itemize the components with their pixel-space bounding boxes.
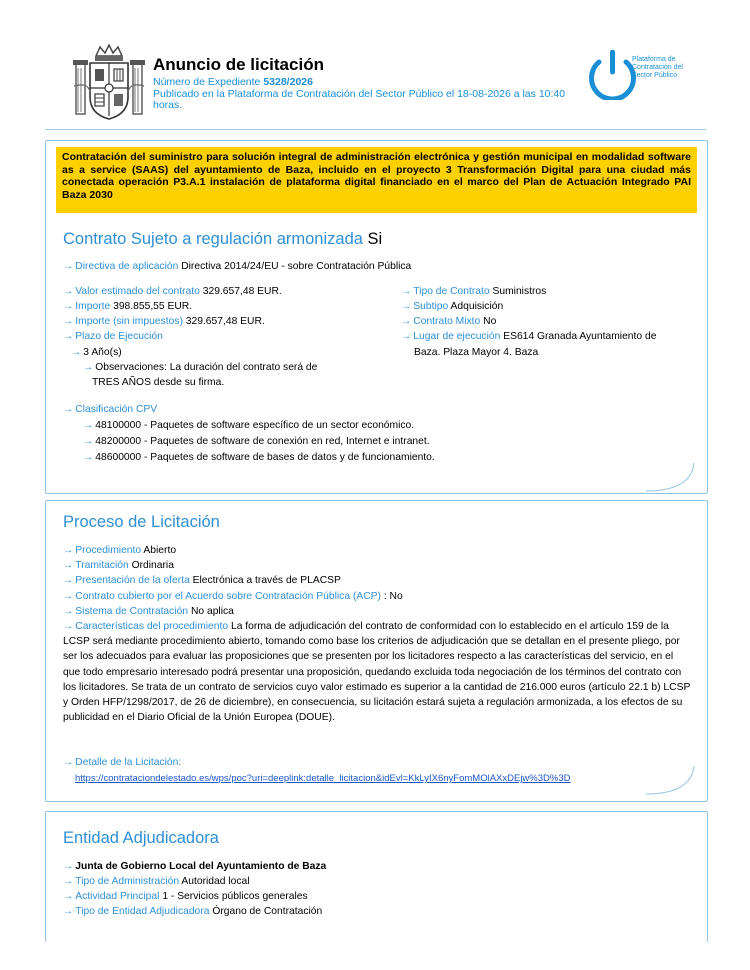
corner-curve-icon — [646, 463, 706, 493]
entidad-section-title: Entidad Adjudicadora — [63, 829, 219, 847]
corner-curve-icon — [646, 766, 706, 796]
expediente-label: Número de Expediente — [153, 76, 261, 88]
arrow-icon: → — [63, 575, 74, 586]
contract-description-banner: Contratación del suministro para solución integral de administración electrónica y gestión municipal en modalidad software as a service (SAAS) del ayuntamiento de Baza, incluido en el proyecto 3 Transformación Digital para una ciudad más conectada operación P3.A.1 instalación de plataforma digital financiado en el marco del Plan de Actuación Integrado PAI Baza 2030 — [56, 147, 697, 213]
observaciones-row: → Observaciones: La duración del contrato será de — [83, 362, 318, 373]
valor-estimado-row: → Valor estimado del contrato 329.657,48 EUR. — [63, 286, 282, 297]
arrow-icon: → — [401, 316, 412, 327]
contrato-section-title: Contrato Sujeto a regulación armonizada Si — [63, 230, 383, 248]
tipo-contrato-row: → Tipo de Contrato Suministros — [401, 286, 547, 297]
actividad-principal-row: → Actividad Principal 1 - Servicios públicos generales — [63, 891, 308, 902]
tramitacion-row: → Tramitación Ordinaria — [63, 560, 174, 571]
arrow-icon: → — [83, 436, 94, 447]
entidad-section — [45, 811, 708, 942]
page-title: Anuncio de licitación — [153, 55, 324, 74]
lugar-ejecucion-row: → Lugar de ejecución ES614 Granada Ayuntamiento de — [401, 331, 657, 342]
arrow-icon: → — [83, 362, 94, 373]
contrato-section — [45, 140, 708, 494]
arrow-icon: → — [63, 261, 74, 272]
detalle-licitacion-link[interactable]: https://contrataciondelestado.es/wps/poc?uri=deeplink:detalle_licitacion&idEvl=KkLyIX6nyFomMOlAXxDEjw%3D%3D — [75, 773, 571, 784]
plataforma-logo-text: Plataforma de Contratación del Sector Público — [632, 56, 683, 79]
proceso-section-title: Proceso de Licitación — [63, 513, 220, 531]
tipo-entidad-row: → Tipo de Entidad Adjudicadora Órgano de Contratación — [63, 906, 323, 917]
entidad-nombre-row: → Junta de Gobierno Local del Ayuntamiento de Baza — [63, 861, 327, 872]
header-divider — [45, 129, 706, 130]
coat-of-arms-icon — [70, 42, 148, 122]
cpv-label-row: → Clasificación CPV — [63, 404, 158, 415]
cpv-item: → 48200000 - Paquetes de software de conexión en red, Internet e intranet. — [83, 436, 430, 447]
lugar-ejecucion-row-2: Baza. Plaza Mayor 4. Baza — [414, 347, 539, 358]
arrow-icon: → — [63, 606, 74, 617]
caracteristicas-paragraph: → Características del procedimiento La forma de adjudicación del contrato de conformidad con lo establecido en el artículo 159 de la LCSP será mediante procedimiento abierto, tomando como base los criterios de adjudicación que se detallan en el presente pliego, por ser los adecuados para evaluar las proposiciones que se presenten por los licitadores respecto a las características del servicio, en el que todo empresario interesado podrá presentar una proposición, quedando excluida toda negociación de los términos del contrato con los licitadores. Se trata de un contrato de servicios cuyo valor estimado es superior a la cantidad de 216.000 euros (artículo 22.1 b) LCSP y Orden HFP/1298/2017, de 26 de diciembre), en consecuencia, su licitación estará sujeta a regulación armonizada, a los efectos de su publicidad en el Diario Oficial de la Unión Europea (DOUE). — [63, 621, 691, 724]
arrow-icon: → — [401, 286, 412, 297]
arrow-icon: → — [83, 452, 94, 463]
detalle-link-row — [75, 773, 570, 785]
arrow-icon: → — [63, 906, 74, 917]
proceso-section — [45, 500, 708, 802]
arrow-icon: → — [63, 316, 74, 327]
importe-sin-impuestos-row: → Importe (sin impuestos) 329.657,48 EUR. — [63, 316, 265, 327]
arrow-icon: → — [63, 331, 74, 342]
detalle-label-row: → Detalle de la Licitación: — [63, 757, 182, 768]
arrow-icon: → — [63, 621, 74, 632]
presentacion-row: → Presentación de la oferta Electrónica a través de PLACSP — [63, 575, 341, 586]
acp-row: → Contrato cubierto por el Acuerdo sobre Contratación Pública (ACP) : No — [63, 591, 403, 602]
arrow-icon: → — [63, 591, 74, 602]
tipo-administracion-row: → Tipo de Administración Autoridad local — [63, 876, 250, 887]
arrow-icon: → — [83, 420, 94, 431]
directiva-row: → Directiva de aplicación Directiva 2014/24/EU - sobre Contratación Pública — [63, 261, 412, 272]
cpv-item: → 48100000 - Paquetes de software específico de un sector económico. — [83, 420, 415, 431]
header-subtitle — [153, 77, 583, 112]
sistema-row: → Sistema de Contratación No aplica — [63, 606, 234, 617]
arrow-icon: → — [401, 301, 412, 312]
arrow-icon: → — [63, 301, 74, 312]
observaciones-row-2: TRES AÑOS desde su firma. — [92, 377, 225, 388]
arrow-icon: → — [63, 876, 74, 887]
header — [0, 0, 750, 130]
arrow-icon: → — [63, 404, 74, 415]
procedimiento-row: → Procedimiento Abierto — [63, 545, 177, 556]
arrow-icon: → — [63, 861, 74, 872]
arrow-icon: → — [71, 347, 82, 358]
importe-row: → Importe 398.855,55 EUR. — [63, 301, 193, 312]
arrow-icon: → — [63, 286, 74, 297]
arrow-icon: → — [63, 560, 74, 571]
arrow-icon: → — [63, 757, 74, 768]
contrato-mixto-row: → Contrato Mixto No — [401, 316, 497, 327]
arrow-icon: → — [63, 545, 74, 556]
subtipo-row: → Subtipo Adquisición — [401, 301, 504, 312]
armonizada-value: Si — [367, 230, 383, 248]
arrow-icon: → — [63, 891, 74, 902]
plazo-ejecucion-row: → Plazo de Ejecución — [63, 331, 163, 342]
cpv-item: → 48600000 - Paquetes de software de bases de datos y de funcionamiento. — [83, 452, 435, 463]
published-text: Publicado en la Plataforma de Contratación del Sector Público el 18-08-2026 a las 10:40 horas. — [153, 87, 566, 111]
plazo-value-row: → 3 Año(s) — [71, 347, 122, 358]
expediente-number: 5328/2026 — [263, 76, 313, 88]
arrow-icon: → — [401, 331, 412, 342]
